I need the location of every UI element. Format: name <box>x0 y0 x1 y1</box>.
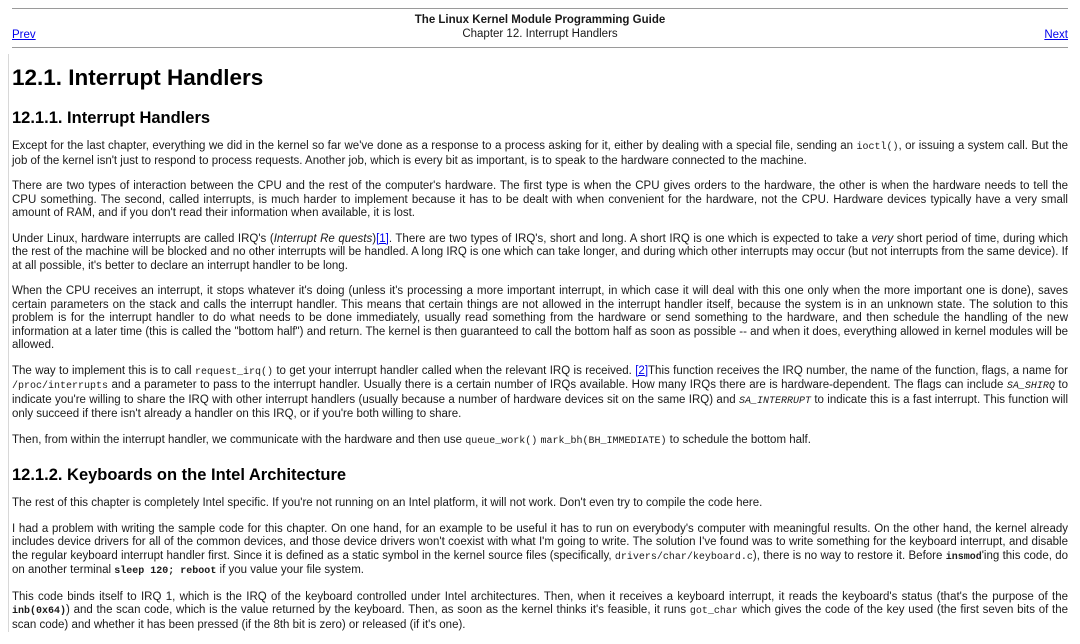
chapter-subtitle: Chapter 12. Interrupt Handlers <box>462 28 618 40</box>
paragraph: Except for the last chapter, everything we did in the kernel so far we've done as a response to a process asking for it, either by dealing with a special file, sending an ioctl(), or issuing a system call. But the job of the kernel isn't just to respond to process requests. Another job, which is every bit as important, is to speak to the hardware connected to the machine. <box>12 140 1068 167</box>
footnote-link[interactable]: [1] <box>376 232 389 245</box>
emphasis-text: Interrupt Re quests <box>273 232 373 245</box>
inline-code: mark_bh(BH_IMMEDIATE) <box>540 435 667 447</box>
inline-code: SA_SHIRQ <box>1006 381 1055 392</box>
section-12-1-2 <box>12 465 1068 632</box>
paragraph: This code binds itself to IRQ 1, which is the IRQ of the keyboard controlled under Intel architectures. Then, when it receives a keyboard interrupt, it reads the keyboard's status (that's the purpose of the inb(0x64)) and the scan code, which is the value returned by the keyboard. Then, as soon as the kernel thinks it's feasible, it runs got_char which gives the code of the key used (the first seven bits of the scan code) and whether it has been pressed (if the 8th bit is zero) or released (if it's one). <box>12 590 1068 631</box>
paragraph: When the CPU receives an interrupt, it stops whatever it's doing (unless it's processing a more important interrupt, in which case it will deal with this one only when the more important one is done), saves certain parameters on the stack and calls the interrupt handler. This means that certain things are not allowed in the interrupt handler itself, because the system is in an unknown state. The solution to this problem is for the interrupt handler to do what needs to be done immediately, usually read something from the hardware or send something to the hardware, and then schedule the handling of the new information at a later time (this is called the "bottom half") and return. The kernel is then guaranteed to call the bottom half as soon as possible -- and when it does, everything allowed in kernel modules will be allowed. <box>12 285 1068 351</box>
emphasis-text: very <box>871 232 894 245</box>
paragraph: Under Linux, hardware interrupts are called IRQ's (Interrupt Re quests)[1]. There are two types of IRQ's, short and long. A short IRQ is one which is expected to take a very short period of time, during which the rest of the machine will be blocked and no other interrupts will be handled. A long IRQ is one which can take longer, and during which other interrupts may occur (but not interrupts from the same device). If at all possible, it's better to declare an interrupt handler to be long. <box>12 232 1068 272</box>
inline-code: request_irq() <box>194 366 273 378</box>
subsection-title-12-1-2: 12.1.2. Keyboards on the Intel Architecture <box>12 466 347 484</box>
inline-code: insmod <box>945 551 982 563</box>
inline-code: /proc/interrupts <box>12 381 109 392</box>
inline-code: SA_INTERRUPT <box>738 395 811 407</box>
inline-code: ioctl() <box>856 142 899 153</box>
inline-code: sleep 120; reboot <box>114 566 217 577</box>
nav-header <box>12 0 1068 48</box>
inline-code: drivers/char/keyboard.c <box>614 551 753 563</box>
prev-link[interactable]: Prev <box>12 28 36 41</box>
window-left-edge <box>8 54 9 632</box>
book-title: The Linux Kernel Module Programming Guide <box>414 14 666 26</box>
footnote-link[interactable]: [2] <box>635 364 649 377</box>
header-divider-rule <box>12 47 1068 48</box>
paragraph: The rest of this chapter is completely Intel specific. If you're not running on an Intel platform, it will not work. Don't even try to compile the code here. <box>12 497 763 509</box>
paragraph: There are two types of interaction between the CPU and the rest of the computer's hardware. The first type is when the CPU gives orders to the hardware, the other is when the hardware needs to tell the CPU something. The second, called interrupts, is much harder to implement because it has to be dealt with when convenient for the hardware, not the CPU. Hardware devices typically have a very small amount of RAM, and if you don't read their information when available, it is lost. <box>12 180 1068 219</box>
inline-code: queue_work() <box>465 435 538 447</box>
subsection-title-12-1-1: 12.1.1. Interrupt Handlers <box>12 109 211 127</box>
section-12-1-1 <box>12 108 1068 448</box>
paragraph: Then, from within the interrupt handler, we communicate with the hardware and then use queue_work() mark_bh(BH_IMMEDIATE) to schedule the bottom half. <box>12 433 811 447</box>
section-12-1-2-body <box>12 497 1068 632</box>
paragraph: The way to implement this is to call request_irq() to get your interrupt handler called when the relevant IRQ is received. [2]This function receives the IRQ number, the name of the function, flags, a name for /proc/interrupts and a parameter to pass to the interrupt handler. Usually there is a certain number of IRQs available. How many IRQs there are is hardware-dependent. The flags can include SA_SHIRQ to indicate you're willing to share the IRQ with other interrupt handlers (usually because a number of hardware devices sit on the same IRQ) and SA_INTERRUPT to indicate this is a fast interrupt. This function will only succeed if there isn't already a handler on this IRQ, or if you're both willing to share. <box>12 364 1069 420</box>
paragraph: I had a problem with writing the sample code for this chapter. On one hand, for an example to be useful it has to run on everybody's computer with meaningful results. On the other hand, the kernel already includes device drivers for all of the common devices, and those device drivers won't coexist with what I'm going to write. The solution I've found was to write something for the keyboard interrupt, and disable the regular keyboard interrupt handler first. Since it is defined as a static symbol in the kernel source files (specifically, drivers/char/keyboard.c), there is no way to restore it. Before insmod'ing this code, do on another terminal sleep 120; reboot if you value your file system. <box>12 522 1069 577</box>
inline-code: inb(0x64) <box>12 606 67 617</box>
section-12-1-1-body <box>12 140 1068 448</box>
next-link[interactable]: Next <box>1044 28 1068 41</box>
inline-code: got_char <box>689 606 738 617</box>
section-title-12-1: 12.1. Interrupt Handlers <box>12 65 264 90</box>
